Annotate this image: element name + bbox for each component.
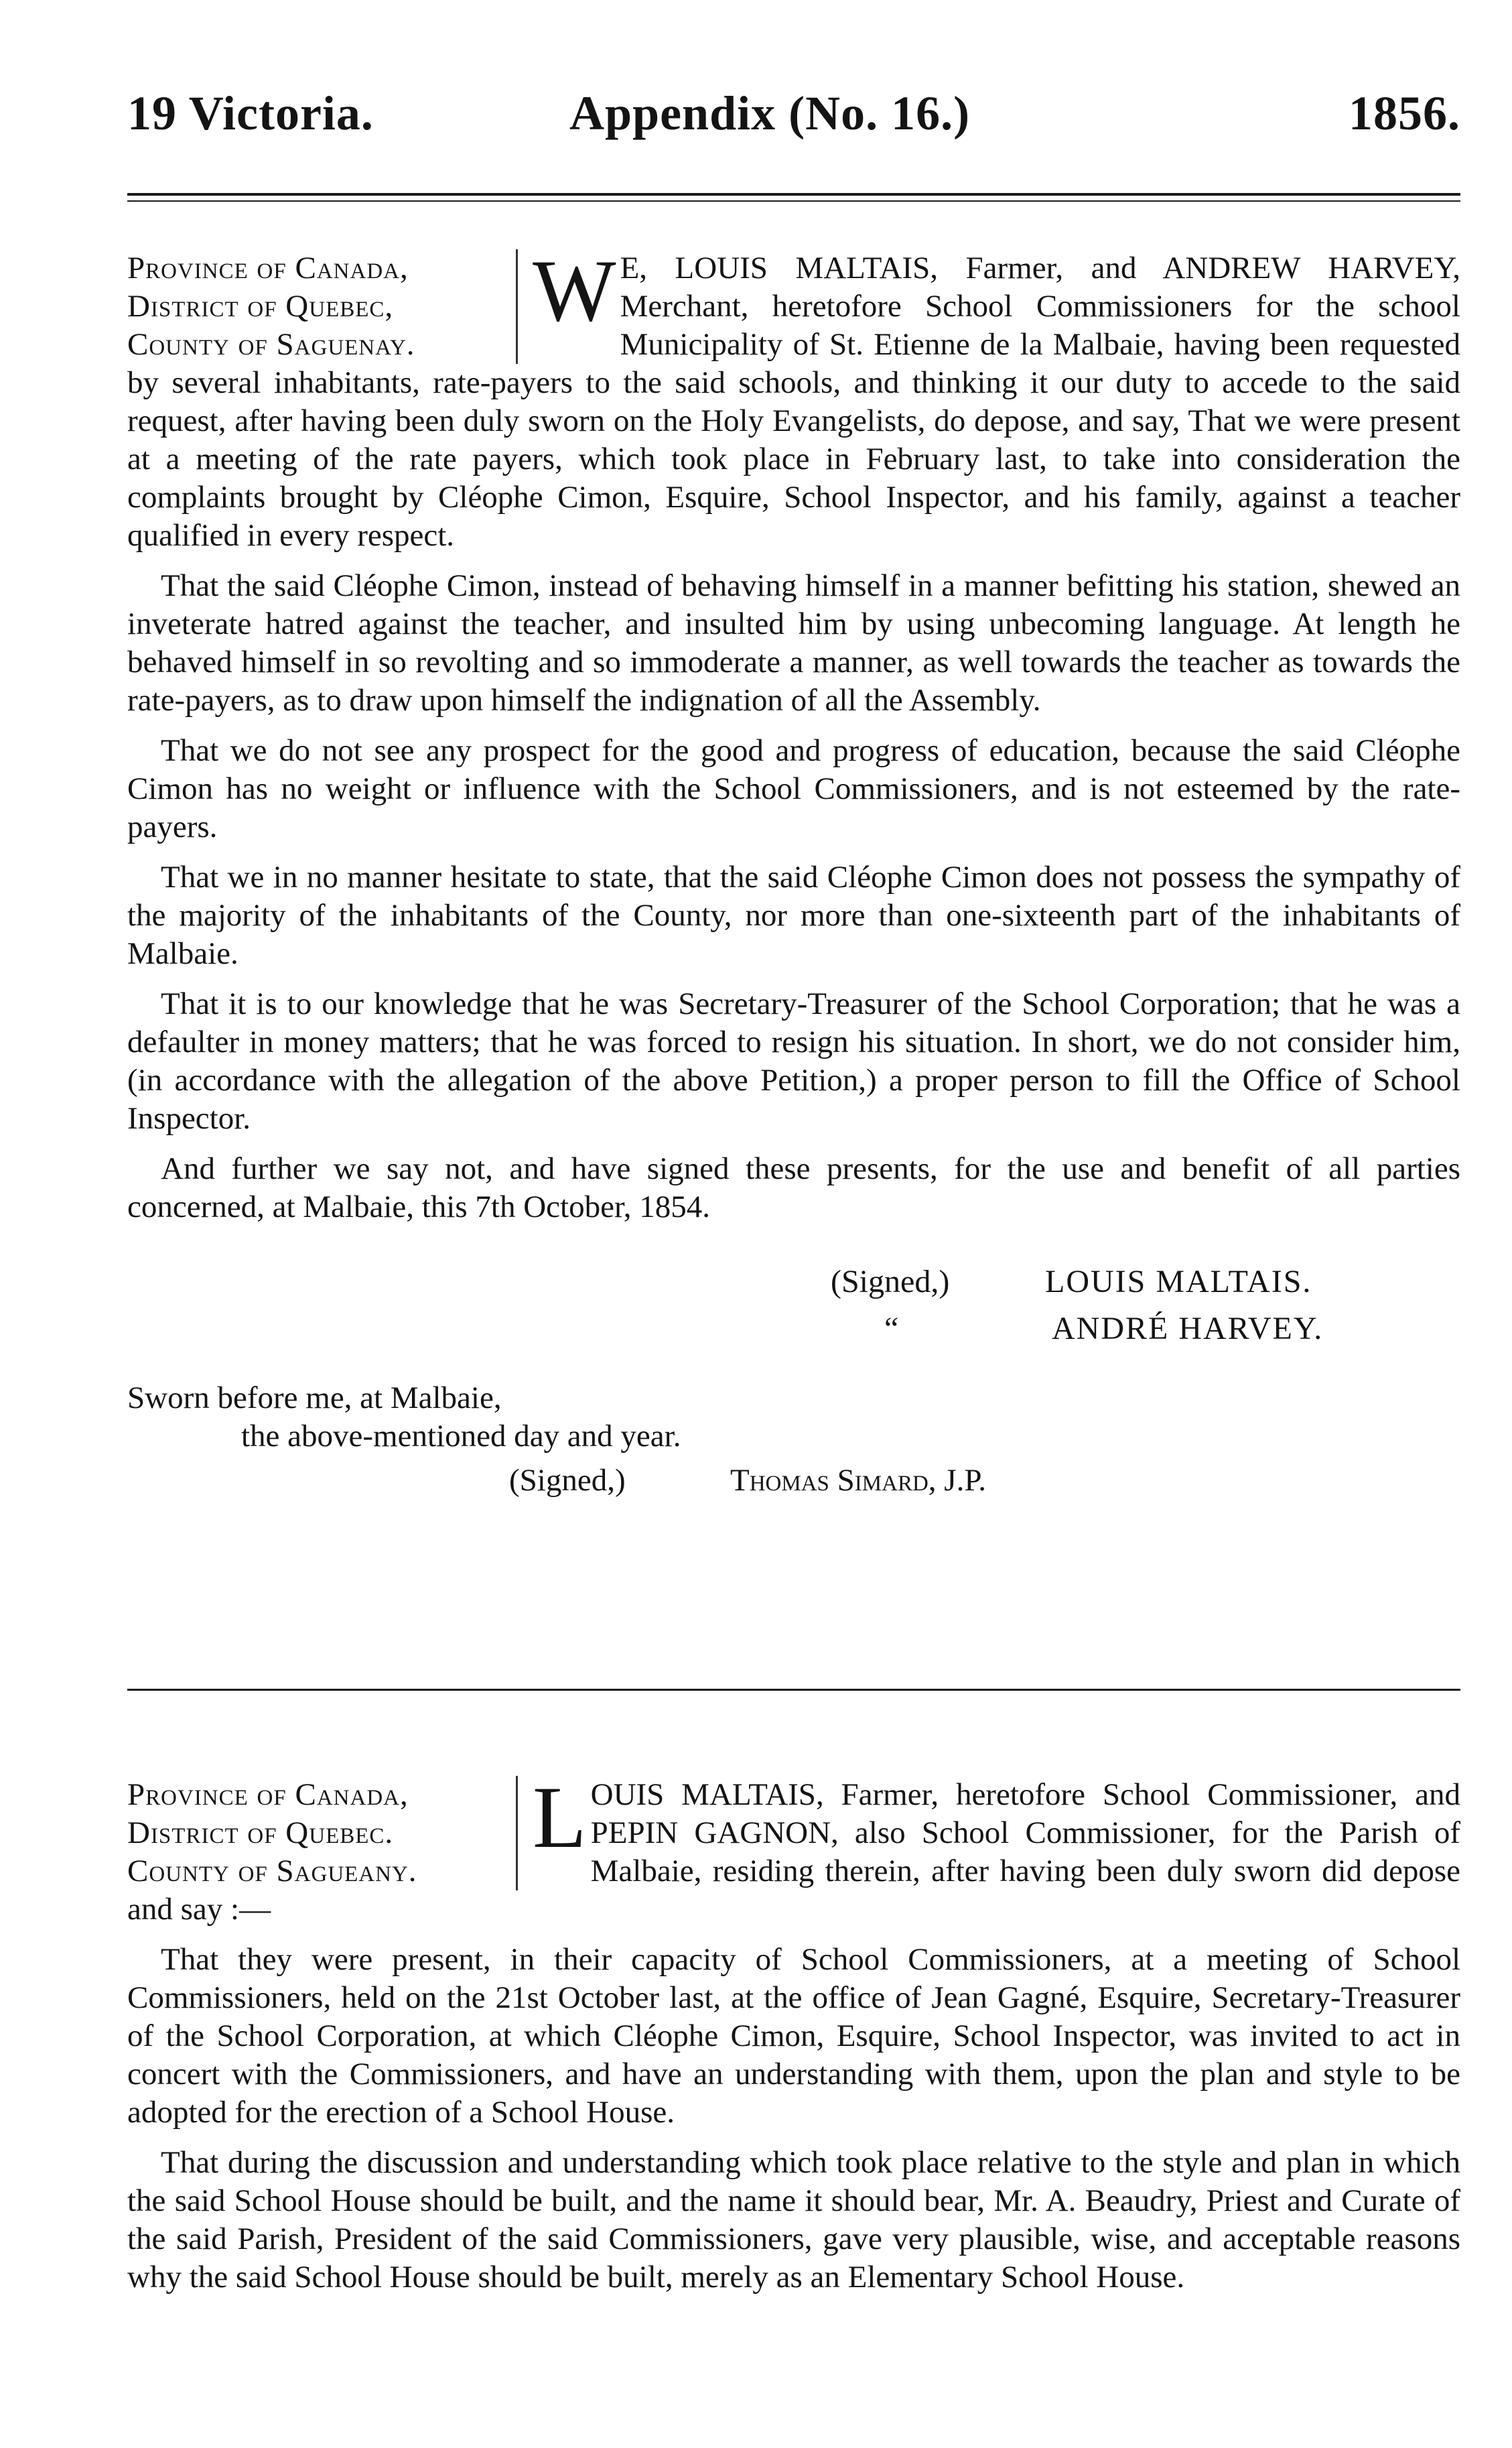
signed-label: (Signed,) xyxy=(509,1463,626,1498)
deposition-1-opening xyxy=(127,241,1460,555)
page-year: 1856. xyxy=(1349,86,1460,140)
drop-capital: W xyxy=(533,241,616,340)
venue-district: District of Quebec. xyxy=(127,1815,394,1850)
paragraph: That it is to our knowledge that he was Secretary-Treasurer of the School Corporation; that he was a defaulter in money matters; that he was forced to resign his situation. In short, we do not consider him, (in accordance with the allegation of the above Petition,) a proper person to fill the Office of School Inspector. xyxy=(127,986,1460,1136)
paragraph: That they were present, in their capacity of School Commissioners, at a meeting of School Commissioners, held on the 21st October last, at the office of Jean Gagné, Esquire, Secretary-Treasurer of the School Corporation, at which Cléophe Cimon, Esquire, School Inspector, was invited to act in concert with the Commissioners, and have an understanding with them, upon the plan and style to be adopted for the erection of a School House. xyxy=(127,1942,1460,2130)
regnal-year: 19 Victoria. xyxy=(127,86,374,140)
appendix-title: Appendix (No. 16.) xyxy=(569,86,971,140)
deposition-2 xyxy=(127,1768,1460,2297)
ditto-mark: “ xyxy=(884,1311,899,1346)
venue-county: County of Sagueany. xyxy=(127,1854,417,1888)
venue-caption xyxy=(127,249,518,364)
opening-paragraph: E, LOUIS MALTAIS, Farmer, and ANDREW HARVEY, Merchant, heretofore School Commissioners for the school Municipality of St. Etienne de la Malbaie, having been requested by several inhabitants, rate-payers to the said schools, and thinking it our duty to accede to the said request, after having been duly sworn on the Holy Evangelists, do depose, and say, That we were present at a meeting of the rate payers, which took place in February last, to take into consideration the complaints brought by Cléophe Cimon, Esquire, School Inspector, and his family, against a teacher qualified in every respect. xyxy=(127,251,1460,553)
paragraph: And further we say not, and have signed these presents, for the use and benefit of all parties concerned, at Malbaie, this 7th October, 1854. xyxy=(127,1151,1460,1224)
paragraph: That during the discussion and understanding which took place relative to the style and plan in which the said School House should be built, and the name it should bear, Mr. A. Beaudry, Priest and Curate of the said Parish, President of the said Commissioners, gave very plausible, wise, and acceptable reasons why the said School House should be built, merely as an Elementary School House. xyxy=(127,2145,1460,2295)
running-header xyxy=(127,86,1460,159)
signature-block xyxy=(127,1259,1460,1359)
signatory-name: ANDRÉ HARVEY. xyxy=(1052,1311,1324,1346)
venue-district: District of Quebec, xyxy=(127,289,394,324)
paragraph: That we do not see any prospect for the good and progress of education, because the said Cléophe Cimon has no weight or influence with the School Commissioners, and is not esteemed by the rate-payers. xyxy=(127,733,1460,844)
jurat xyxy=(127,1379,1460,1456)
jurat-line: the above-mentioned day and year. xyxy=(241,1419,681,1454)
header-double-rule xyxy=(127,193,1460,202)
deposition-1 xyxy=(127,241,1460,1509)
section-divider-rule xyxy=(127,1689,1460,1691)
venue-province: Province of Canada, xyxy=(127,251,409,285)
venue-province: Province of Canada, xyxy=(127,1777,409,1812)
opening-paragraph: OUIS MALTAIS, Farmer, heretofore School Commissioner, and PEPIN GAGNON, also School Commissioner, for the Parish of Malbaie, residing therein, after having been duly sworn did depose and say :— xyxy=(127,1777,1460,1927)
justice-of-peace-name: Thomas Simard, J.P. xyxy=(730,1463,987,1498)
venue-caption xyxy=(127,1776,518,1890)
paragraph: That we in no manner hesitate to state, that the said Cléophe Cimon does not possess the sympathy of the majority of the inhabitants of the County, nor more than one-sixteenth part of the inhabitants of Malbaie. xyxy=(127,860,1460,971)
jp-signature xyxy=(127,1456,1460,1509)
signed-label: (Signed,) xyxy=(831,1264,950,1299)
deposition-2-opening xyxy=(127,1768,1460,1929)
venue-county: County of Saguenay. xyxy=(127,327,415,362)
drop-capital: L xyxy=(533,1768,587,1866)
paragraph: That the said Cléophe Cimon, instead of behaving himself in a manner befitting his station, shewed an inveterate hatred against the teacher, and insulted him by using unbecoming language. At length he behaved himself in so revolting and so immoderate a manner, as well towards the teacher as towards the rate-payers, as to draw upon himself the indignation of all the Assembly. xyxy=(127,568,1460,718)
signatory-name: LOUIS MALTAIS. xyxy=(1045,1264,1312,1299)
jurat-line: Sworn before me, at Malbaie, xyxy=(127,1380,502,1415)
